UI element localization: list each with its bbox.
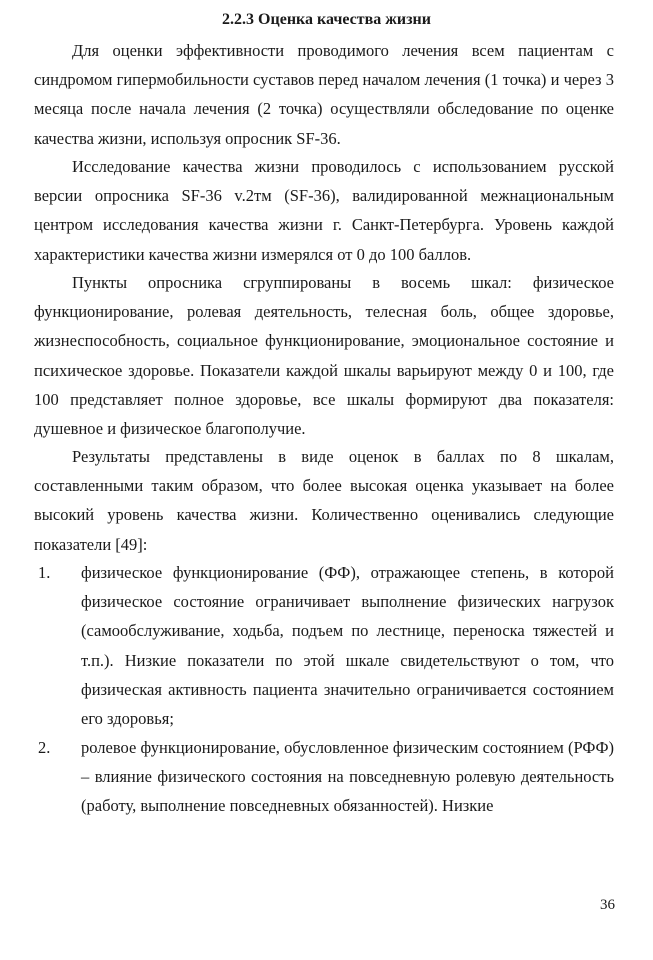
paragraph-3: Пункты опросника сгруппированы в восемь шкал: физическое функционирование, ролевая деятельность, телесная боль, общее здоровье, жизнеспособность, социальное функционирование, эмоциональное состояние и психическое здоровье. Показатели каждой шкалы варьируют между 0 и 100, где 100 представляет полное здоровье, все шкалы формируют два показателя: душевное и физическое благополучие. (34, 273, 614, 439)
section-heading: 2.2.3 Оценка качества жизни (222, 11, 431, 28)
paragraph-4: Результаты представлены в виде оценок в баллах по 8 шкалам, составленными таким образом, что более высокая оценка указывает на более высокий уровень качества жизни. Количественно оценивались следующие показатели [49]: (34, 447, 614, 554)
list-item (34, 558, 614, 733)
paragraph-2: Исследование качества жизни проводилось с использованием русской версии опросника SF-36 v.2тм (SF-36), валидированной межнациональным центром исследования качества жизни г. Санкт-Петербурга. Уровень каждой характеристики качества жизни измерялся от 0 до 100 баллов. (34, 157, 614, 264)
list-item-number: 1. (38, 563, 51, 582)
page-number: 36 (600, 897, 615, 913)
list-item-text: ролевое функционирование, обусловленное физическим состоянием (РФФ) – влияние физического состояния на повседневную ролевую деятельность (работу, выполнение повседневных обязанностей). Низкие (81, 738, 614, 816)
list-item-text: физическое функционирование (ФФ), отражающее степень, в которой физическое состояние ограничивает выполнение физических нагрузок (самообслуживание, ходьба, подъем по лестнице, переноска тяжестей и т.п.). Низкие показатели по этой шкале свидетельствуют о том, что физическая активность пациента значительно ограничивается состоянием его здоровья; (81, 563, 614, 729)
paragraph-1: Для оценки эффективности проводимого лечения всем пациентам с синдромом гипермобильности суставов перед началом лечения (1 точка) и через 3 месяца после начала лечения (2 точка) осуществляли обследование по оценке качества жизни, используя опросник SF-36. (34, 41, 614, 148)
list-item (34, 733, 614, 821)
list-item-number: 2. (38, 738, 51, 757)
